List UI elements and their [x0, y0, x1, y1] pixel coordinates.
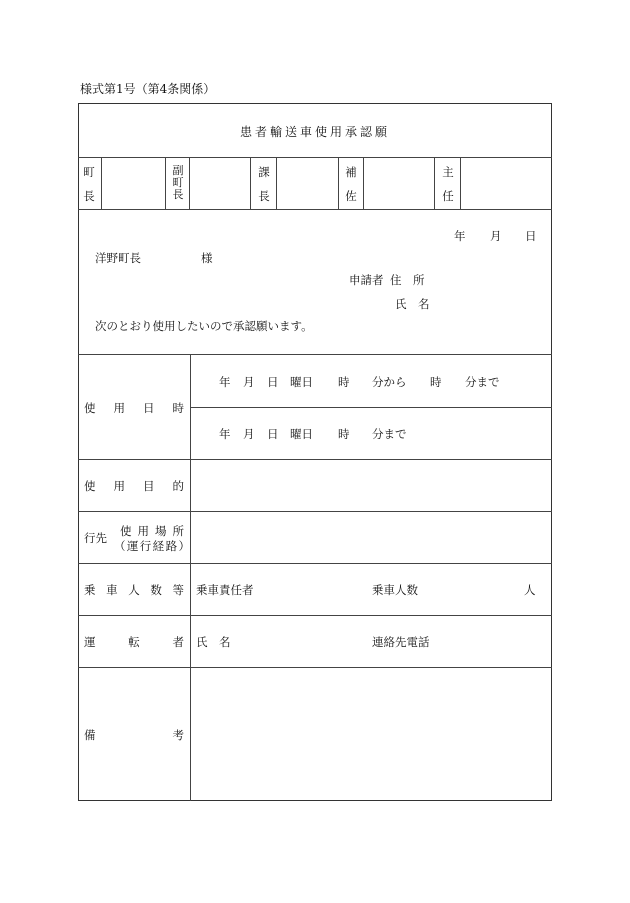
- approval-label-assistant: 補 佐: [345, 165, 357, 203]
- honorific: 様: [201, 251, 213, 265]
- line1-year: 年: [219, 375, 231, 389]
- remarks-label: 備 考: [84, 728, 184, 742]
- line1-minute-to: 分まで: [465, 375, 500, 389]
- line1-day: 日: [267, 375, 279, 389]
- name-label: 氏 名: [395, 297, 430, 311]
- approval-label-section-chief: 課 長: [258, 165, 270, 203]
- approval-label-chief-clerk: 主 任: [442, 165, 454, 203]
- divider: [434, 157, 435, 209]
- line2-year: 年: [219, 427, 231, 441]
- destination-label: 行先: [84, 531, 107, 545]
- divider: [78, 354, 552, 355]
- approval-label-deputy-mayor: 副 町 長: [172, 164, 184, 201]
- person-unit: 人: [524, 583, 536, 597]
- divider: [189, 157, 190, 209]
- date-day-label: 日: [525, 229, 537, 243]
- divider: [78, 511, 552, 512]
- applicant-label: 申請者: [349, 273, 384, 287]
- divider: [190, 407, 552, 408]
- form-id: 様式第1号（第4条関係）: [80, 82, 216, 96]
- address-label: 住 所: [390, 273, 425, 287]
- line2-weekday: 曜日: [290, 427, 313, 441]
- divider: [338, 157, 339, 209]
- line1-minute-from: 分から: [372, 375, 407, 389]
- line2-day: 日: [267, 427, 279, 441]
- responsible-person-label: 乗車責任者: [196, 583, 254, 597]
- date-month-label: 月: [490, 229, 502, 243]
- line1-hour-to: 時: [430, 375, 442, 389]
- line2-month: 月: [243, 427, 255, 441]
- line2-minute-to: 分まで: [372, 427, 407, 441]
- divider: [78, 157, 552, 158]
- divider: [101, 157, 102, 209]
- approval-label-town-mayor: 町 長: [83, 165, 95, 203]
- passengers-label: 乗 車 人 数 等: [84, 583, 184, 597]
- line1-month: 月: [243, 375, 255, 389]
- line2-hour: 時: [338, 427, 350, 441]
- application-form-frame: [78, 103, 552, 801]
- divider: [78, 667, 552, 668]
- contact-phone-label: 連絡先電話: [372, 635, 430, 649]
- date-year-label: 年: [454, 229, 466, 243]
- line1-hour-from: 時: [338, 375, 350, 389]
- request-text: 次のとおり使用したいので承認願います。: [95, 319, 313, 333]
- purpose-label: 使 用 目 的: [84, 479, 184, 493]
- form-title: 患者輸送車使用承認願: [239, 125, 390, 139]
- divider: [250, 157, 251, 209]
- driver-label: 運 転 者: [84, 635, 184, 649]
- divider: [460, 157, 461, 209]
- divider: [78, 563, 552, 564]
- divider: [78, 209, 552, 210]
- divider: [78, 615, 552, 616]
- divider: [165, 157, 166, 209]
- divider: [190, 354, 191, 801]
- usage-location-label: 使 用 場 所: [120, 524, 184, 538]
- addressee: 洋野町長: [95, 251, 141, 265]
- usage-datetime-label: 使 用 日 時: [84, 401, 184, 415]
- divider: [78, 459, 552, 460]
- line1-weekday: 曜日: [290, 375, 313, 389]
- driver-name-label: 氏 名: [196, 635, 231, 649]
- divider: [276, 157, 277, 209]
- divider: [363, 157, 364, 209]
- passenger-count-label: 乗車人数: [372, 583, 418, 597]
- route-label: （ 運 行 経 路 ）: [114, 539, 190, 553]
